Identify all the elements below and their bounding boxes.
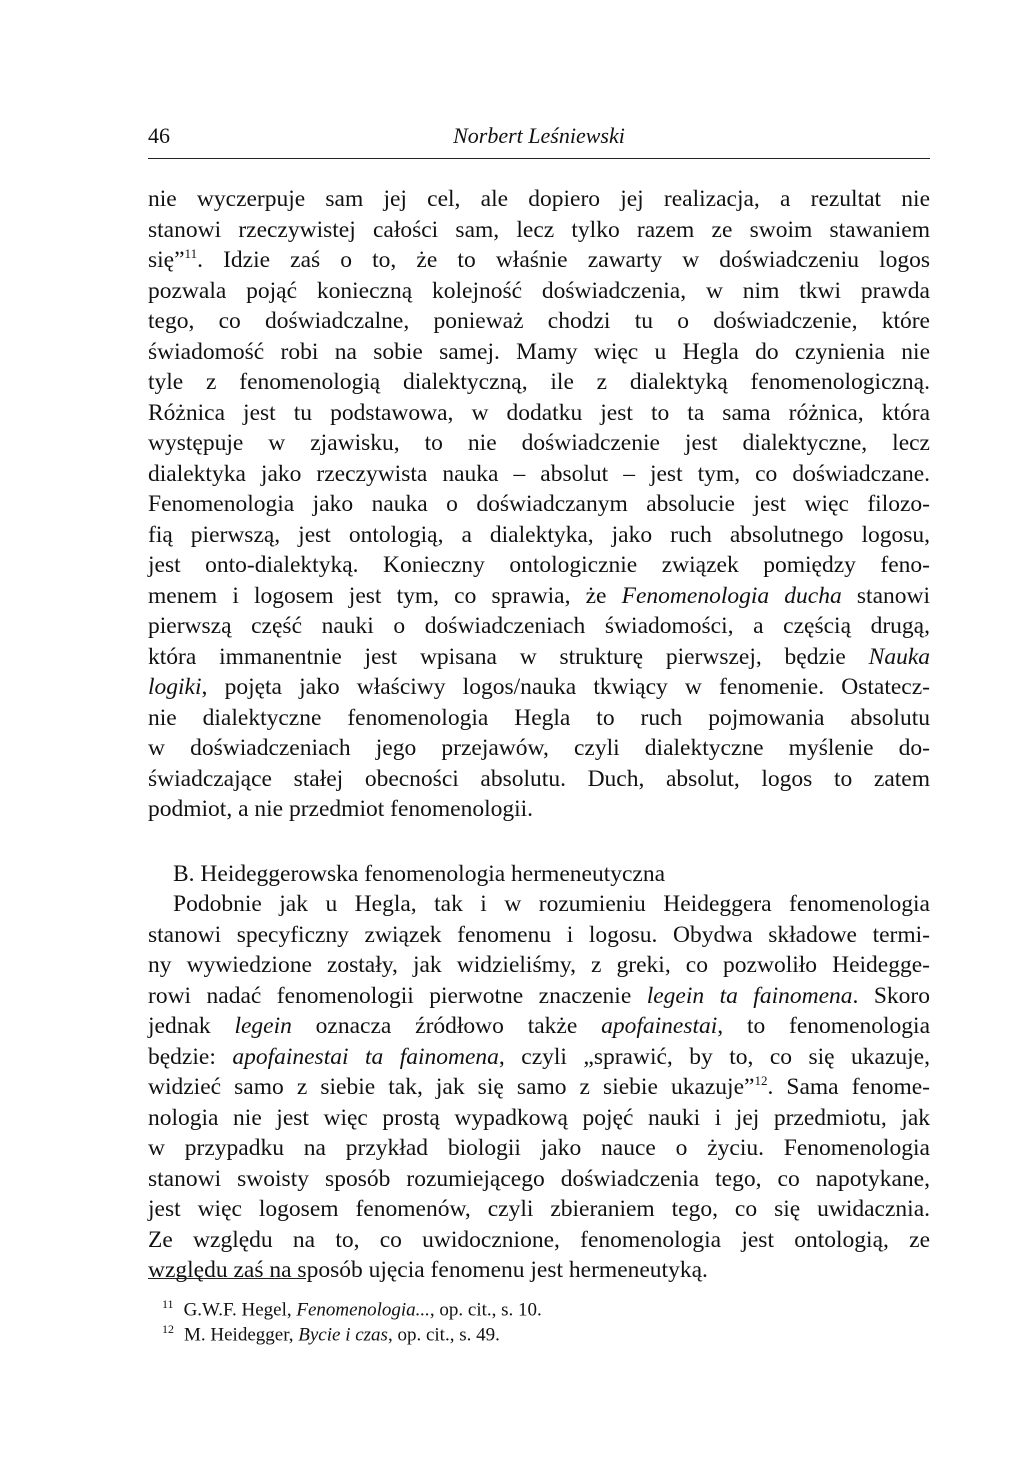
text-line: Różnica jest tu podstawowa, w dodatku jest to ta sama różnica, która (148, 399, 930, 426)
book-title: Fenomenologia ducha (621, 582, 842, 609)
page-header (148, 118, 930, 159)
text-line: jest onto-dialektyką. Konieczny ontologicznie związek pomiędzy feno- (148, 552, 930, 578)
text-line: tego, co doświadczalne, ponieważ chodzi tu o doświadczenie, które (148, 308, 930, 334)
term: legein ta fainomena (646, 982, 853, 1009)
text-line: Podobnie jak u Hegla, tak i w rozumieniu Heideggera fenomenologia (173, 891, 930, 917)
footnote-number: 11 (162, 1297, 174, 1311)
text-line: podmiot, a nie przedmiot fenomenologii. (148, 796, 534, 822)
text-line: jednak legein oznacza źródłowo także apofainestai, to fenomenologia (148, 1013, 931, 1039)
text-line: fią pierwszą, jest ontologią, a dialektyka, jako ruch absolutnego logosu, (148, 521, 930, 548)
text-line: w doświadczeniach jego przejawów, czyli dialektyczne myślenie do- (148, 735, 930, 761)
text-line: występuje w zjawisku, to nie doświadczenie jest dialektyczne, lecz (148, 430, 930, 456)
text-line: widzieć samo z siebie tak, jak się samo z siebie ukazuje”$^{12}$. Sama fenome- (148, 1073, 930, 1100)
term: legein (234, 1013, 292, 1039)
book-title: logiki (148, 674, 202, 700)
text-line: nie wyczerpuje sam jej cel, ale dopiero jej realizacja, a rezultat nie (148, 186, 930, 212)
text-line: logiki, pojęta jako właściwy logos/nauka tkwiący w fenomenie. Ostatecz- (148, 674, 930, 700)
term: apofainestai ta fainomena (232, 1043, 499, 1070)
text-line: stanowi swoisty sposób rozumiejącego doświadczenia tego, co napotykane, (148, 1165, 930, 1192)
text-line: menem i logosem jest tym, co sprawia, że Fenomenologia ducha stanowi (148, 582, 930, 609)
footnote-11: $^{11}$ G.W.F. Hegel, Fenomenologia..., op. cit., s. 10. (162, 1297, 542, 1321)
footnotes (162, 1292, 542, 1346)
footnote-divider (148, 1278, 306, 1279)
text-line: pierwszą część nauki o doświadczeniach świadomości, a częścią drugą, (148, 613, 930, 639)
text-line: która immanentnie jest wpisana w strukturę pierwszej, będzie Nauka (148, 643, 930, 670)
text-line: stanowi rzeczywistej całości sam, lecz tylko razem ze swoim stawaniem (148, 216, 930, 243)
cited-title: Fenomenologia... (296, 1299, 430, 1321)
text-line: Fenomenologia jako nauka o doświadczanym absolucie jest więc filozo- (148, 491, 930, 517)
section-heading: B. Heideggerowska fenomenologia hermeneutyczna (173, 860, 666, 887)
text-line: Ze względu na to, co uwidocznione, fenomenologia jest ontologią, ze (148, 1226, 930, 1253)
footnote-ref-12[interactable]: 12 (754, 1073, 768, 1089)
term: apofainestai (601, 1013, 718, 1039)
cited-title: Bycie i czas (298, 1324, 388, 1346)
footnote-12: $^{12}$ M. Heidegger, Bycie i czas, op. cit., s. 49. (162, 1322, 500, 1346)
text-line: tyle z fenomenologią dialektyczną, ile z dialektyką fenomenologiczną. (148, 369, 930, 395)
text-line: jest więc logosem fenomenów, czyli zbieraniem tego, co się uwidacznia. (148, 1196, 930, 1222)
text-line: dialektyka jako rzeczywista nauka – absolut – jest tym, co doświadczane. (148, 460, 930, 487)
text-line: pozwala pojąć konieczną kolejność doświadczenia, w nim tkwi prawda (148, 277, 930, 304)
book-title: Nauka (868, 643, 930, 670)
running-head: Norbert Leśniewski (453, 123, 625, 148)
text-line: rowi nadać fenomenologii pierwotne znaczenie legein ta fainomena. Skoro (148, 982, 930, 1009)
text-line: świadczające stałej obecności absolutu. Duch, absolut, logos to zatem (148, 765, 930, 792)
text-line: świadomość robi na sobie samej. Mamy więc u Hegla do czynienia nie (148, 338, 930, 365)
text-line: nie dialektyczne fenomenologia Hegla to ruch pojmowania absolutu (148, 704, 930, 731)
page-number: 46 (148, 123, 170, 148)
text-line: nologia nie jest więc prostą wypadkową pojęć nauki i jej przedmiotu, jak (148, 1104, 930, 1131)
text-line: ny wywiedzione zostały, jak widzieliśmy, z greki, co pozwoliło Heidegge- (148, 952, 930, 978)
footnote-number: 12 (162, 1322, 174, 1336)
text-line: w przypadku na przykład biologii jako nauce o życiu. Fenomenologia (148, 1135, 930, 1161)
text-line: stanowi specyficzny związek fenomenu i logosu. Obydwa składowe termi- (148, 921, 930, 948)
text-line: względu zaś na sposób ujęcia fenomenu jest hermeneutyką. (148, 1257, 708, 1283)
footnote-ref-11[interactable]: 11 (184, 246, 198, 262)
text-line: będzie: apofainestai ta fainomena, czyli „sprawić, by to, co się ukazuje, (148, 1043, 930, 1070)
body-text (148, 184, 930, 1286)
text-line: się”$^{11}$. Idzie zaś o to, że to właśnie zawarty w doświadczeniu logos (148, 246, 930, 273)
